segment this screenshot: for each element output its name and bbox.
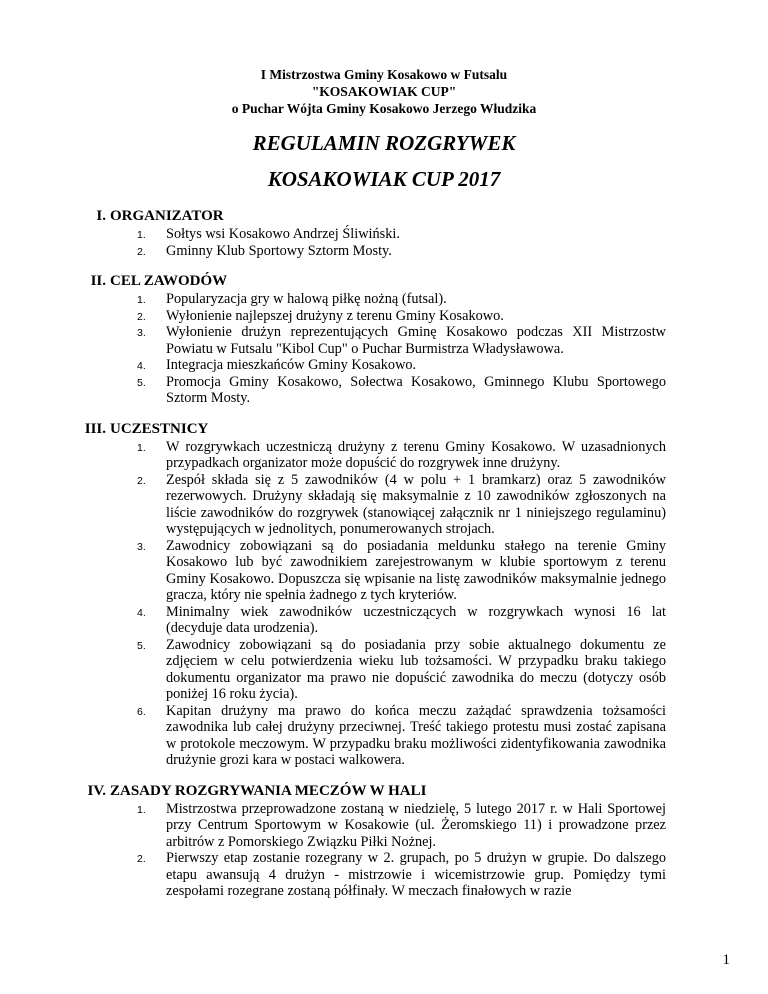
item-text: W rozgrywkach uczestniczą drużyny z terenu Gminy Kosakowo. W uzasadnionych przypadkach organizator może dopuścić do rozgrywek inne drużyny. [166, 438, 666, 471]
document-title: REGULAMIN ROZGRYWEK [252, 131, 516, 155]
section-items [0, 439, 768, 769]
section-zasady [0, 782, 768, 900]
document-body [0, 207, 768, 913]
item-text: Kapitan drużyny ma prawo do końca meczu zażądać sprawdzenia tożsamości zawodnika lub całej drużyny przeciwnej. Treść takiego protestu musi zostać zapisana w protokole meczowym. W przypadku braku możliwości zidentyfikowania zawodnika drużynie grozi kara w postaci walkowera. [166, 702, 666, 768]
item-number: 5. [137, 639, 146, 652]
item-number: 5. [137, 376, 146, 389]
item-number: 2. [137, 853, 146, 865]
section-uczestnicy [0, 420, 768, 769]
item-text: Sołtys wsi Kosakowo Andrzej Śliwiński. [166, 226, 400, 242]
item-number: 2. [137, 474, 146, 487]
section-title: ORGANIZATOR [110, 208, 224, 224]
item-text: Wyłonienie drużyn reprezentujących Gminę Kosakowo podczas XII Mistrzostw Powiatu w Futsalu "Kibol Cup" o Puchar Burmistrza Władysławowa. [166, 324, 666, 357]
list-item [0, 604, 666, 637]
list-item [0, 357, 666, 374]
list-item [0, 801, 666, 851]
list-item [0, 324, 666, 357]
item-text: Gminny Klub Sportowy Sztorm Mosty. [166, 242, 392, 259]
list-item [0, 374, 666, 407]
item-text: Minimalny wiek zawodników uczestniczących w rozgrywkach wynosi 16 lat (decyduje data urodzenia). [166, 603, 666, 636]
section-numeral: IV. [87, 782, 106, 799]
section-numeral: II. [90, 273, 106, 289]
section-title: UCZESTNICY [110, 420, 209, 437]
section-items [0, 226, 768, 259]
item-text: Pierwszy etap zostanie rozegrany w 2. grupach, po 5 drużyn w grupie. Do dalszego etapu awansują 4 drużyn - mistrzowie i wicemistrzowie grup. Pomiędzy tymi zespołami rozegrane zostaną półfinały. W meczach finałowych w razie [166, 850, 666, 899]
section-organizator [0, 207, 768, 259]
section-heading [0, 207, 768, 226]
page-number: 1 [722, 952, 730, 968]
item-number: 6. [137, 705, 146, 718]
section-heading [0, 272, 768, 291]
item-text: Integracja mieszkańców Gminy Kosakowo. [166, 357, 417, 373]
item-number: 4. [137, 360, 146, 372]
header-line-3: o Puchar Wójta Gminy Kosakowo Jerzego Włudzika [231, 101, 537, 116]
item-text: Zawodnicy zobowiązani są do posiadania meldunku stałego na terenie Gminy Kosakowo lub być zawodnikiem zarejestrowanym w klubie sportowym z terenu Gminy Kosakowo. Dopuszcza się wpisanie na listę zawodników maksymalnie jednego gracza, który nie spełnia żadnego z tych kryteriów. [166, 537, 666, 603]
document-header [0, 66, 768, 117]
list-item [0, 243, 666, 260]
section-heading [0, 782, 768, 801]
item-number: 3. [137, 540, 146, 553]
item-text: Mistrzostwa przeprowadzone zostaną w niedzielę, 5 lutego 2017 r. w Hali Sportowej przy Centrum Sportowym w Kosakowie (ul. Żeromskiego 11) i prowadzone przez arbitrów z Pomorskiego Związku Piłki Nożnej. [166, 800, 666, 850]
list-item [0, 637, 666, 703]
section-cel-zawodow [0, 272, 768, 407]
item-number: 1. [137, 441, 146, 454]
section-items [0, 801, 768, 900]
list-item [0, 703, 666, 769]
header-line-2: "KOSAKOWIAK CUP" [311, 84, 457, 99]
list-item [0, 439, 666, 472]
list-item [0, 472, 666, 538]
section-numeral: I. [96, 208, 106, 224]
header-line-1: I Mistrzostwa Gminy Kosakowo w Futsalu [260, 67, 508, 82]
section-items [0, 291, 768, 407]
section-heading [0, 420, 768, 439]
section-numeral: III. [84, 420, 106, 437]
item-number: 4. [137, 606, 146, 619]
list-item [0, 850, 666, 900]
item-number: 1. [137, 294, 146, 306]
item-number: 1. [137, 229, 146, 241]
item-number: 2. [137, 245, 146, 258]
item-text: Zawodnicy zobowiązani są do posiadania przy sobie aktualnego dokumentu ze zdjęciem w celu potwierdzenia wieku lub tożsamości. W przypadku braku takiego dokumentu organizator ma prawo nie dopuścić zawodnika do meczu (dotyczy osób poniżej 16 roku życia). [166, 636, 666, 702]
document-subtitle: KOSAKOWIAK CUP 2017 [267, 167, 501, 191]
section-title: CEL ZAWODÓW [110, 273, 228, 289]
item-text: Wyłonienie najlepszej drużyny z terenu Gminy Kosakowo. [166, 307, 504, 324]
list-item [0, 226, 666, 243]
item-number: 3. [137, 327, 146, 339]
section-title: ZASADY ROZGRYWANIA MECZÓW W HALI [110, 782, 427, 799]
item-text: Promocja Gminy Kosakowo, Sołectwa Kosakowo, Gminnego Klubu Sportowego Sztorm Mosty. [166, 373, 666, 406]
list-item [0, 291, 666, 308]
item-number: 1. [137, 803, 146, 816]
item-number: 2. [137, 310, 146, 323]
item-text: Popularyzacja gry w halową piłkę nożną (futsal). [166, 291, 447, 307]
list-item [0, 538, 666, 604]
item-text: Zespół składa się z 5 zawodników (4 w polu + 1 bramkarz) oraz 5 zawodników rezerwowych. Drużyny składają się maksymalnie z 10 zawodników zgłoszonych na liście zawodników do rozgrywek (stanowiącej załącznik nr 1 niniejszego regulaminu) występujących w jednolitych, ponumerowanych strojach. [166, 471, 666, 537]
list-item [0, 308, 666, 325]
